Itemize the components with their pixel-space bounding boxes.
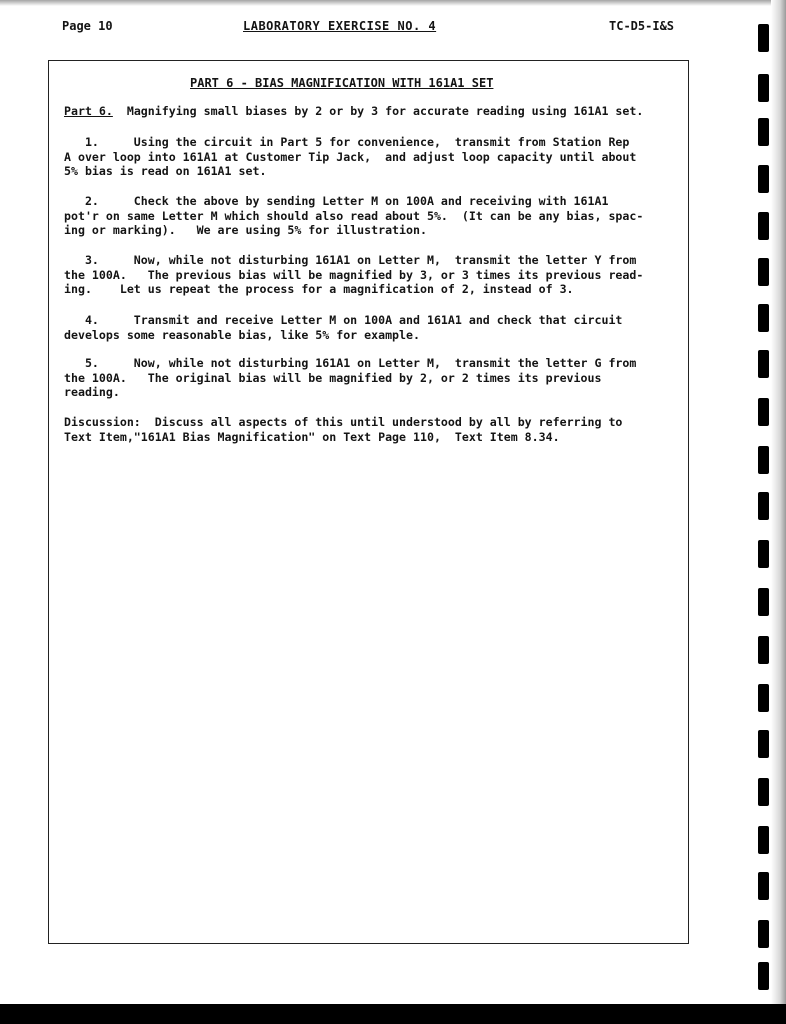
step-text: Transmit and receive Letter M on 100A and 161A1 and check that circuit develops some reasonable bias, like 5% for example. [64, 313, 623, 342]
discussion-paragraph [64, 415, 704, 444]
step-text: Check the above by sending Letter M on 100A and receiving with 161A1 pot'r on same Letter M which should also read about 5%. (It can be any bias, spac- ing or marking). We are using 5% for illustration. [64, 194, 644, 238]
binding-tab [758, 212, 769, 240]
part-label: Part 6. [64, 104, 113, 118]
binding-tab [758, 826, 769, 854]
binding-tab [758, 24, 769, 52]
discussion-text: Discuss all aspects of this until understood by all by referring to Text Item,"161A1 Bias Magnification" on Text Page 110, Text Item 8.34. [64, 415, 623, 444]
step-text: Now, while not disturbing 161A1 on Letter M, transmit the letter Y from the 100A. The previous bias will be magnified by 3, or 3 times its previous read- ing. Let us repeat the process for a magnification of 2, instead of 3. [64, 253, 644, 297]
binding-tab [758, 258, 769, 286]
step-item [64, 194, 704, 238]
scan-top-shadow [0, 0, 786, 6]
scan-bottom-edge [0, 1004, 786, 1024]
binding-tab [758, 118, 769, 146]
binding-tab [758, 350, 769, 378]
binding-tab [758, 398, 769, 426]
page-number: Page 10 [62, 19, 113, 33]
step-number: 2. [64, 194, 99, 208]
binding-tab [758, 730, 769, 758]
step-text: Now, while not disturbing 161A1 on Letter M, transmit the letter G from the 100A. The original bias will be magnified by 2, or 2 times its previous reading. [64, 356, 637, 400]
binding-tab [758, 636, 769, 664]
binding-tab [758, 872, 769, 900]
part-title: PART 6 - BIAS MAGNIFICATION WITH 161A1 SET [190, 76, 494, 90]
binding-tab [758, 684, 769, 712]
binding-tab [758, 962, 769, 990]
discussion-label: Discussion: [64, 415, 141, 429]
step-item [64, 135, 704, 179]
step-number: 3. [64, 253, 99, 267]
binding-tab [758, 165, 769, 193]
step-item [64, 313, 704, 342]
binding-tab [758, 920, 769, 948]
step-text: Using the circuit in Part 5 for convenience, transmit from Station Rep A over loop into 161A1 at Customer Tip Jack, and adjust loop capacity until about 5% bias is read on 161A1 set. [64, 135, 637, 179]
intro-paragraph [64, 104, 704, 119]
binding-tab [758, 492, 769, 520]
step-item [64, 356, 704, 400]
binding-tab [758, 540, 769, 568]
step-number: 1. [64, 135, 99, 149]
intro-text: Magnifying small biases by 2 or by 3 for accurate reading using 161A1 set. [112, 104, 644, 118]
step-number: 5. [64, 356, 99, 370]
exercise-title: LABORATORY EXERCISE NO. 4 [243, 19, 437, 33]
binding-tab [758, 446, 769, 474]
binding-tab [758, 778, 769, 806]
page-binding-edge [771, 0, 786, 1004]
step-item [64, 253, 704, 297]
document-code: TC-D5-I&S [609, 19, 675, 33]
content-frame [48, 60, 689, 944]
binding-tab [758, 304, 769, 332]
binding-tab [758, 74, 769, 102]
step-number: 4. [64, 313, 99, 327]
binding-tab [758, 588, 769, 616]
